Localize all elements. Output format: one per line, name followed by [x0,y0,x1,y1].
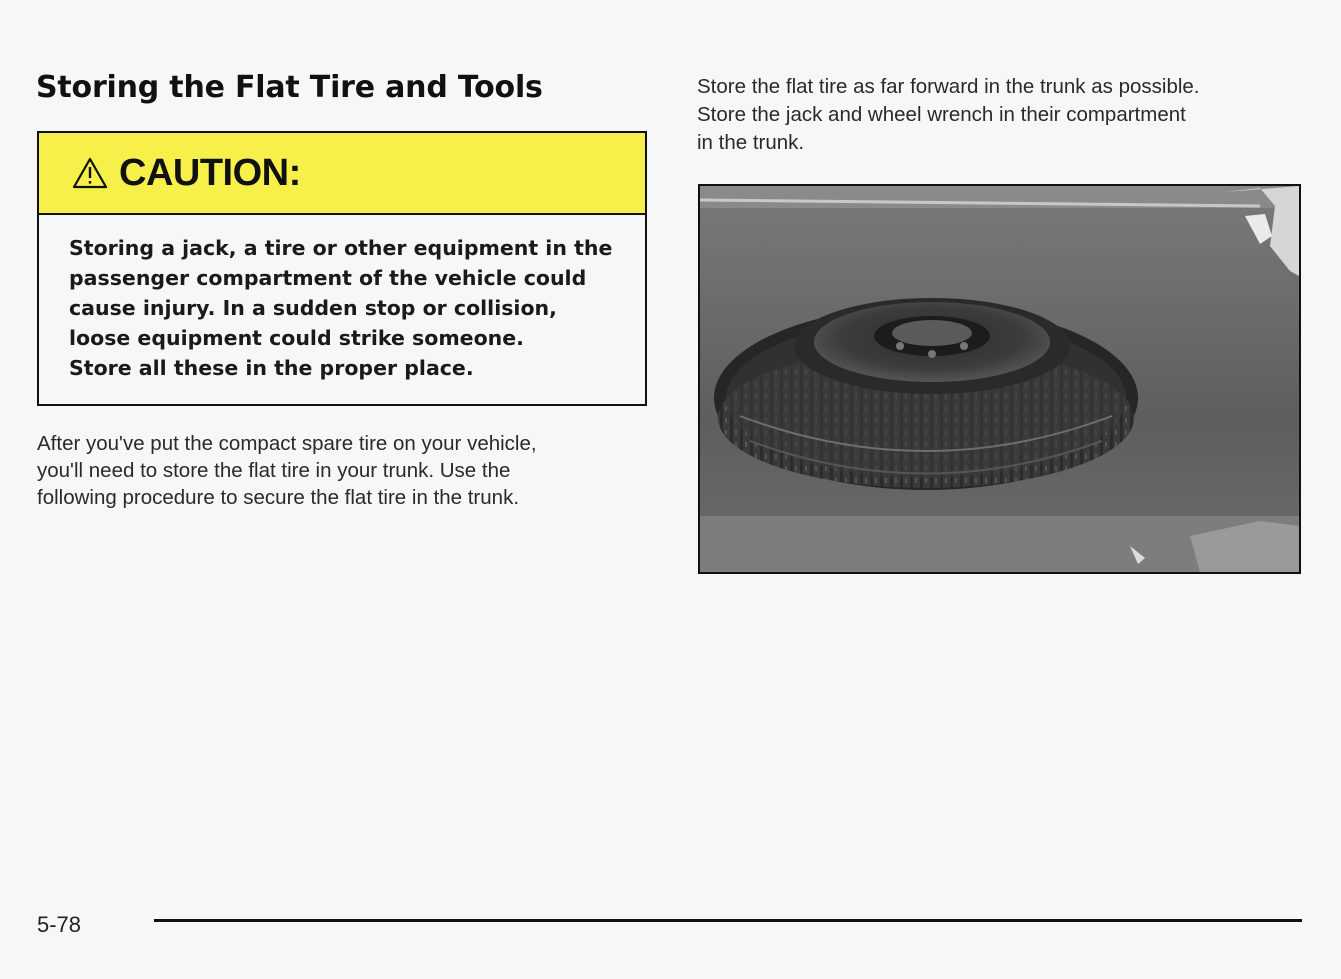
caution-line: passenger compartment of the vehicle could [69,266,587,290]
paragraph-line: following procedure to secure the flat tire in the trunk. [37,486,520,509]
page-heading: Storing the Flat Tire and Tools [36,70,543,105]
caution-line: Storing a jack, a tire or other equipment in the [69,236,613,260]
paragraph-line: Store the jack and wheel wrench in their compartment [697,103,1186,126]
warning-triangle-icon [71,156,109,190]
caution-line: Store all these in the proper place. [69,356,474,380]
footer-rule [154,919,1302,922]
flat-tire-in-trunk-photo [698,184,1301,574]
caution-line: cause injury. In a sudden stop or collision, [69,296,557,320]
procedure-intro-paragraph [37,430,657,511]
paragraph-line: After you've put the compact spare tire on your vehicle, [37,432,537,455]
caution-box [37,131,647,406]
caution-header [39,133,645,215]
caution-text [39,215,645,383]
storage-instructions-paragraph [697,73,1307,157]
caution-title: CAUTION: [119,151,301,194]
page-number: 5-78 [37,912,82,937]
caution-line: loose equipment could strike someone. [69,326,524,350]
paragraph-line: you'll need to store the flat tire in your trunk. Use the [37,459,511,482]
paragraph-line: in the trunk. [697,131,805,154]
paragraph-line: Store the flat tire as far forward in the trunk as possible. [697,75,1200,98]
